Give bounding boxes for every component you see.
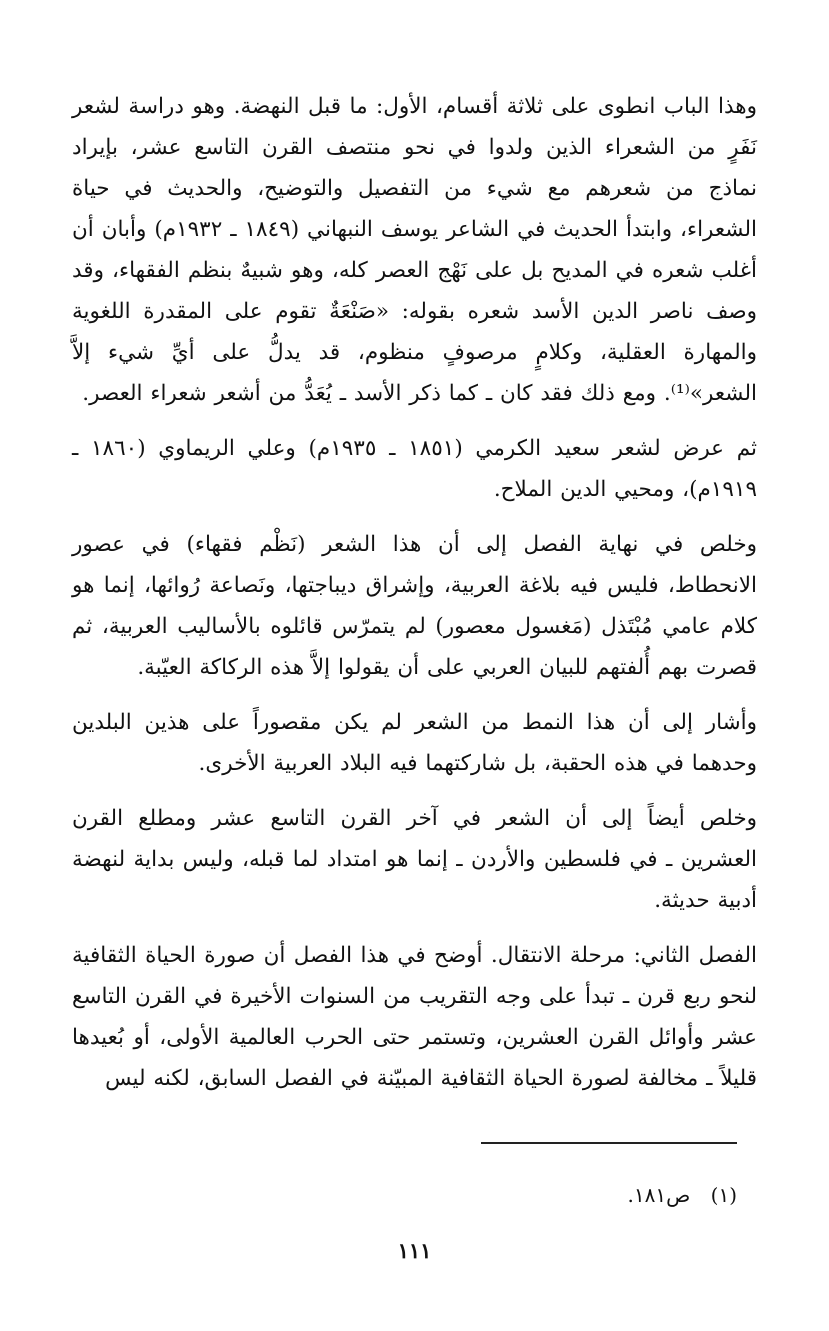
paragraph-text: وهذا الباب انطوى على ثلاثة أقسام، الأول: ما قبل النهضة. وهو دراسة لشعر نَفَرٍ من الشعراء الذين ولدوا في نحو منتصف القرن التاسع عشر، بإيراد نماذج من شعرهم مع شيء من التفصيل والتوضيح، والحديث في حياة الشعراء، وابتدأ الحديث في الشاعر يوسف النبهاني (١٨٤٩ ـ ١٩٣٢م) وأبان أن أغلب شعره في المديح بل على نَهْج العصر كله، وهو شبيهٌ بنظم الفقهاء، وقد وصف ناصر الدين الأسد شعره بقوله: «صَنْعَةٌ تقوم على المقدرة اللغوية والمهارة العقلية، وكلامٍ مرصوفٍ منظوم، قد يدلُّ على أيِّ شيء إلاَّ الشعر»⁽¹⁾. ومع ذلك فقد كان ـ كما ذكر الأسد ـ يُعَدُّ من أشعر شعراء العصر. xyxy=(72,94,757,406)
body-text xyxy=(72,86,757,1113)
footnote-text: ص١٨١. xyxy=(627,1183,691,1207)
paragraph-chapter-conclusion xyxy=(72,524,757,688)
footnote-marker: (١) xyxy=(710,1183,737,1207)
paragraph-text: وخلص أيضاً إلى أن الشعر في آخر القرن التاسع عشر ومطلع القرن العشرين ـ في فلسطين والأردن ـ إنما هو امتداد لما قبله، وليس بداية لنهضة أدبية حديثة. xyxy=(72,806,757,913)
paragraph-text: وأشار إلى أن هذا النمط من الشعر لم يكن مقصوراً على هذين البلدين وحدهما في هذه الحقبة، بل شاركتهما فيه البلاد العربية الأخرى. xyxy=(72,710,757,776)
paragraph-other-countries xyxy=(72,702,757,784)
paragraph-text: الفصل الثاني: مرحلة الانتقال. أوضح في هذا الفصل أن صورة الحياة الثقافية لنحو ربع قرن ـ تبدأ على وجه التقريب من السنوات الأخيرة في القرن التاسع عشر وأوائل القرن العشرين، وتستمر حتى الحرب العالمية الأولى، أو بُعيدها قليلاً ـ مخالفة لصورة الحياة الثقافية المبيّنة في الفصل السابق، لكنه ليس xyxy=(72,943,757,1091)
footnote xyxy=(627,1180,737,1210)
paragraph-second-chapter xyxy=(72,935,757,1099)
paragraph-text: ثم عرض لشعر سعيد الكرمي (١٨٥١ ـ ١٩٣٥م) وعلي الريماوي (١٨٦٠ ـ ١٩١٩م)، ومحيي الدين الملاح. xyxy=(72,436,757,502)
paragraph-karmi-rimawi xyxy=(72,428,757,510)
paragraph-intro-section xyxy=(72,86,757,414)
footnote-divider xyxy=(481,1142,737,1144)
paragraph-text: وخلص في نهاية الفصل إلى أن هذا الشعر (نَظْم فقهاء) في عصور الانحطاط، فليس فيه بلاغة العربية، وإشراق ديباجتها، ونَصاعة رُوائها، إنما هو كلام عامي مُبْتَذل (مَغسول معصور) لم يتمرّس قائلوه بالأساليب العربية، ثم قصرت بهم أُلفتهم للبيان العربي على أن يقولوا إلاَّ هذه الركاكة العيّبة. xyxy=(72,532,757,680)
paragraph-continuation xyxy=(72,798,757,921)
page-number: ١١١ xyxy=(397,1238,432,1263)
